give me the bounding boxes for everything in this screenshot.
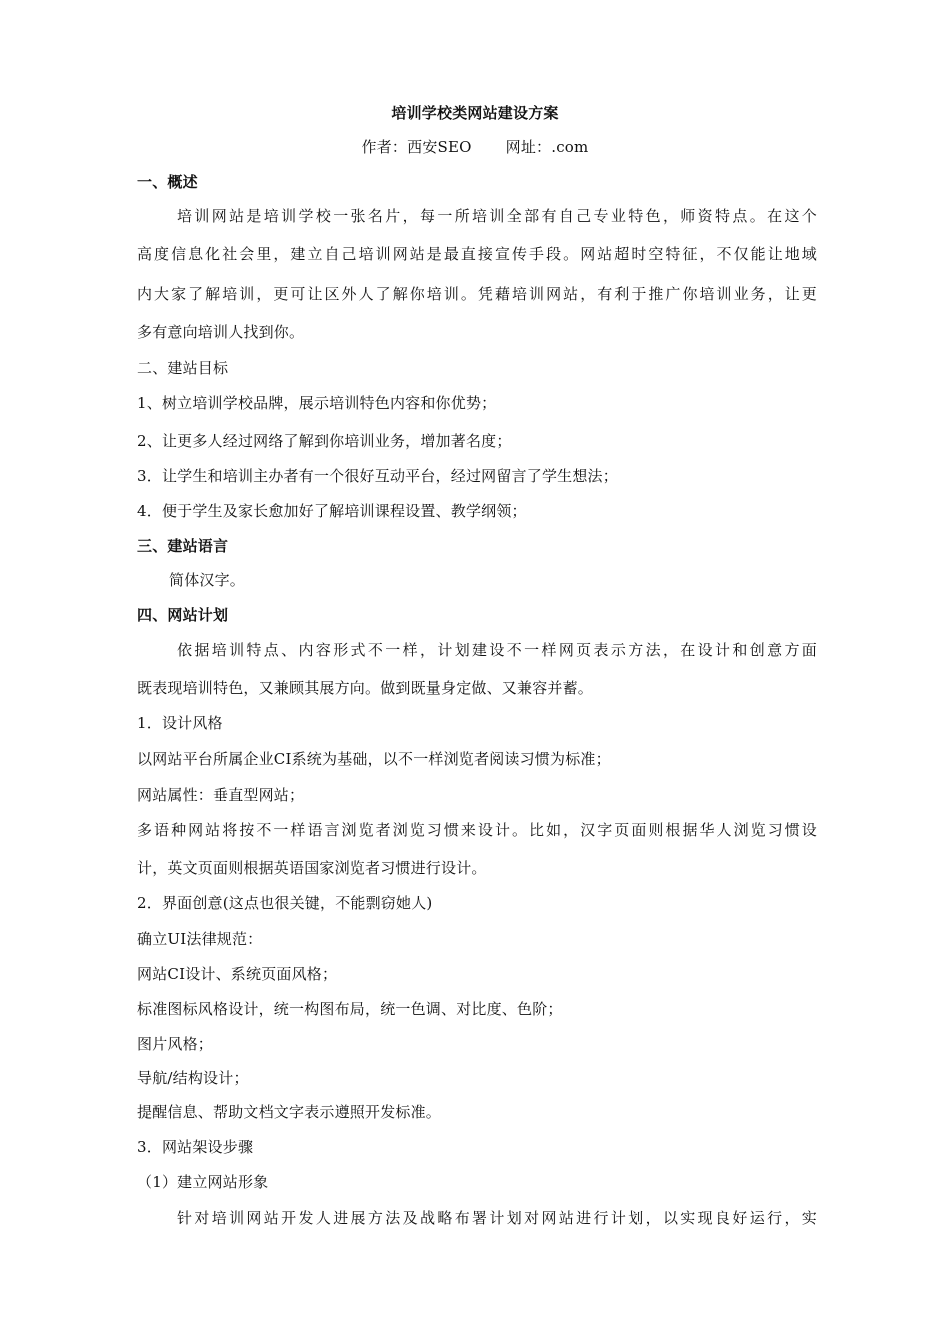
ui-line-1: 确立UI法律规范： bbox=[137, 930, 263, 948]
subheading-ui-creative: 2．界面创意(这点也很关键，不能剽窃她人) bbox=[137, 894, 433, 912]
steps-sub-heading: （1）建立网站形象 bbox=[137, 1173, 269, 1191]
overview-line-2: 高度信息化社会里，建立自己培训网站是最直接宣传手段。网站超时空特征，不仅能让地域 bbox=[137, 245, 817, 263]
overview-line-1: 培训网站是培训学校一张名片，每一所培训全部有自己专业特色，师资特点。在这个 bbox=[177, 207, 817, 225]
subheading-build-steps: 3．网站架设步骤 bbox=[137, 1138, 254, 1156]
ui-line-4: 图片风格； bbox=[137, 1035, 214, 1053]
goal-item-2: 2、让更多人经过网络了解到你培训业务，增加著名度； bbox=[137, 432, 512, 450]
ui-line-5: 导航/结构设计； bbox=[137, 1069, 249, 1087]
section-heading-plan: 四、网站计划 bbox=[137, 606, 229, 624]
section-heading-goals: 二、建站目标 bbox=[137, 359, 229, 377]
section-heading-language: 三、建站语言 bbox=[137, 537, 229, 555]
author-label: 作者：西安SEO bbox=[361, 138, 472, 156]
ui-line-3: 标准图标风格设计，统一构图布局，统一色调、对比度、色阶； bbox=[137, 1000, 563, 1018]
language-text: 简体汉字。 bbox=[169, 571, 246, 589]
byline bbox=[0, 137, 950, 157]
plan-intro-line-1: 依据培训特点、内容形式不一样，计划建设不一样网页表示方法，在设计和创意方面 bbox=[177, 641, 817, 659]
document-title: 培训学校类网站建设方案 bbox=[391, 104, 559, 122]
site-label: 网址：.com bbox=[505, 138, 589, 156]
goal-item-1: 1、树立培训学校品牌，展示培训特色内容和你优势； bbox=[137, 394, 497, 412]
plan-intro-line-2: 既表现培训特色，又兼顾其展方向。做到既量身定做、又兼容并蓄。 bbox=[137, 679, 594, 697]
overview-line-3: 内大家了解培训，更可让区外人了解你培训。凭藉培训网站，有利于推广你培训业务，让更 bbox=[137, 285, 817, 303]
goal-item-4: 4．便于学生及家长愈加好了解培训课程设置、教学纲领； bbox=[137, 502, 527, 520]
subheading-design-style: 1．设计风格 bbox=[137, 714, 223, 732]
overview-line-4: 多有意向培训人找到你。 bbox=[137, 323, 305, 341]
style-line-1: 以网站平台所属企业CI系统为基础，以不一样浏览者阅读习惯为标准； bbox=[137, 750, 611, 768]
steps-text-line-1: 针对培训网站开发人进展方法及战略布署计划对网站进行计划，以实现良好运行，实 bbox=[177, 1209, 817, 1227]
style-line-2: 网站属性：垂直型网站； bbox=[137, 786, 305, 804]
style-line-4: 计，英文页面则根据英语国家浏览者习惯进行设计。 bbox=[137, 859, 487, 877]
ui-line-2: 网站CI设计、系统页面风格； bbox=[137, 965, 338, 983]
section-heading-overview: 一、概述 bbox=[137, 173, 198, 191]
goal-item-3: 3．让学生和培训主办者有一个很好互动平台，经过网留言了学生想法； bbox=[137, 467, 618, 485]
style-line-3: 多语种网站将按不一样语言浏览者浏览习惯来设计。比如，汉字页面则根据华人浏览习惯设 bbox=[137, 821, 817, 839]
ui-line-6: 提醒信息、帮助文档文字表示遵照开发标准。 bbox=[137, 1103, 442, 1121]
